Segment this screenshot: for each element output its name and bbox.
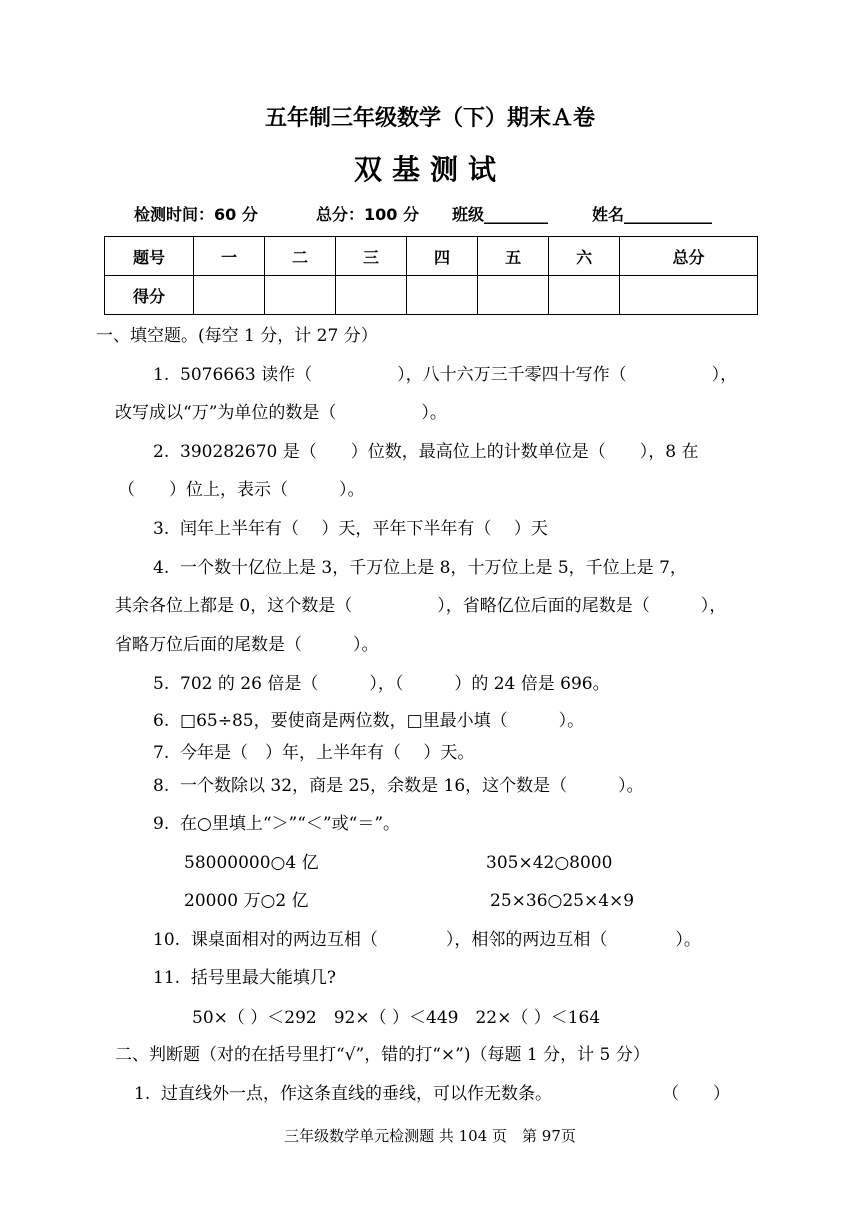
question-line: （ ）位上，表示（ ）。 xyxy=(118,480,365,500)
name-field: 姓名___________ xyxy=(592,205,713,224)
score-cell[interactable] xyxy=(478,276,549,315)
score-cell[interactable] xyxy=(194,276,265,315)
comparison-item: 25×36○25×4×9 xyxy=(490,891,635,911)
table-cell: 五 xyxy=(478,237,549,276)
table-cell: 一 xyxy=(194,237,265,276)
score-table xyxy=(104,236,758,315)
table-cell: 题号 xyxy=(105,237,194,276)
total-score: 总分：100 分 xyxy=(316,205,419,224)
class-field: 班级________ xyxy=(452,205,549,224)
question-line: 改写成以“万”为单位的数是（ ）。 xyxy=(115,403,447,423)
exam-time: 检测时间：60 分 xyxy=(134,205,258,224)
section1-heading: 一、填空题。(每空 1 分，计 27 分） xyxy=(96,326,378,346)
table-cell: 四 xyxy=(407,237,478,276)
question-line: 2. 390282670 是（ ）位数，最高位上的计数单位是（ ），8 在 xyxy=(153,442,699,462)
question-line: 3. 闰年上半年有（ ）天，平年下半年有（ ）天 xyxy=(153,519,548,539)
question-line: 11. 括号里最大能填几? xyxy=(153,968,336,988)
score-cell[interactable] xyxy=(407,276,478,315)
score-cell[interactable] xyxy=(549,276,620,315)
question-line: 1. 5076663 读作（ ），八十六万三千零四十写作（ ）， xyxy=(153,365,738,385)
question-line: 10. 课桌面相对的两边互相（ ），相邻的两边互相（ ）。 xyxy=(153,930,701,950)
score-cell[interactable] xyxy=(265,276,336,315)
question-line: 7. 今年是（ ）年，上半年有（ ）天。 xyxy=(153,743,475,763)
page-footer: 三年级数学单元检测题 共 104 页 第 97页 xyxy=(284,1127,576,1145)
question-line: 6. □65÷85，要使商是两位数，□里最小填（ ）。 xyxy=(153,711,585,731)
comparison-item: 305×42○8000 xyxy=(486,853,613,873)
score-table-header-row xyxy=(105,237,758,276)
table-cell: 六 xyxy=(549,237,620,276)
table-cell: 得分 xyxy=(105,276,194,315)
page-title: 五年制三年级数学（下）期末Ａ卷 xyxy=(264,106,595,131)
question-line: 50×（ ）＜292 92×（ ）＜449 22×（ ）＜164 xyxy=(192,1008,601,1028)
question-line: 8. 一个数除以 32，商是 25，余数是 16，这个数是（ ）。 xyxy=(153,776,644,796)
question-line: 5. 702 的 26 倍是（ ），（ ）的 24 倍是 696。 xyxy=(153,674,610,694)
score-cell[interactable] xyxy=(336,276,407,315)
question-line: 省略万位后面的尾数是（ ）。 xyxy=(115,635,379,655)
table-cell: 三 xyxy=(336,237,407,276)
question-line: 其余各位上都是 0，这个数是（ ），省略亿位后面的尾数是（ ）， xyxy=(115,596,727,616)
page-subtitle: 双基测试 xyxy=(353,153,506,186)
question-line: 1. 过直线外一点，作这条直线的垂线，可以作无数条。 xyxy=(134,1084,553,1104)
question-line: 9. 在○里填上“＞”“＜”或“＝”。 xyxy=(153,814,401,834)
table-cell: 二 xyxy=(265,237,336,276)
comparison-item: 58000000○4 亿 xyxy=(184,853,319,873)
score-cell[interactable] xyxy=(620,276,758,315)
section2-heading: 二、判断题（对的在括号里打“√”，错的打“×”)（每题 1 分，计 5 分） xyxy=(115,1045,650,1065)
table-cell: 总分 xyxy=(620,237,758,276)
score-table-score-row xyxy=(105,276,758,315)
question-line: 4. 一个数十亿位上是 3，千万位上是 8，十万位上是 5，千位上是 7， xyxy=(153,558,687,578)
comparison-item: 20000 万○2 亿 xyxy=(184,891,309,911)
answer-bracket: （ ） xyxy=(662,1084,730,1104)
